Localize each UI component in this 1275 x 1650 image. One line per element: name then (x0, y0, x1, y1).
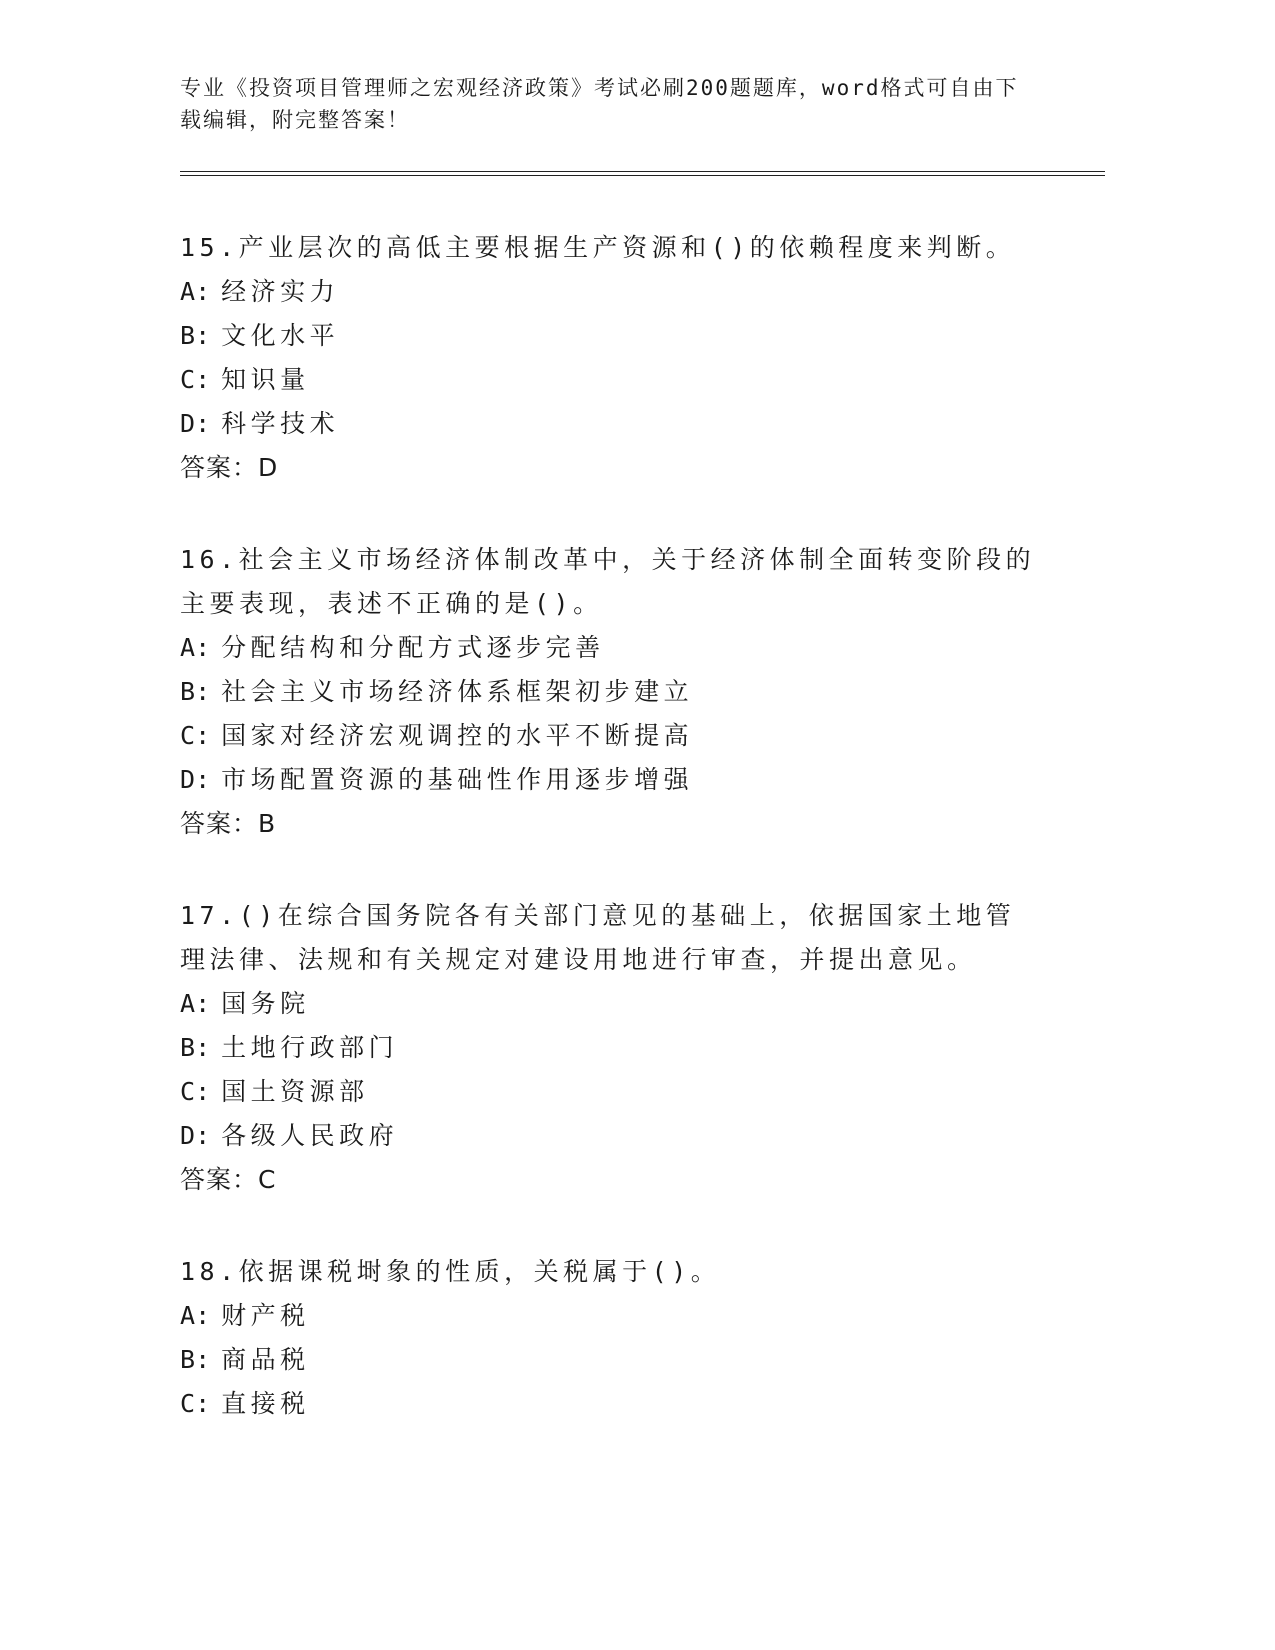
option-colon: : (195, 277, 215, 306)
question-block (180, 226, 1040, 490)
question-stem: 18.依据课税埘象的性质，关税属于()。 (180, 1257, 721, 1286)
answer-key: 答案：B (180, 809, 277, 838)
option-letter: A (180, 989, 196, 1018)
option-letter: B (180, 677, 196, 706)
option-colon: : (195, 989, 215, 1018)
option-colon: : (195, 721, 215, 750)
option-colon: : (195, 1301, 215, 1330)
option-text: 市场配置资源的基础性作用逐步增强 (221, 765, 694, 794)
option-colon: : (195, 321, 215, 350)
option-colon: : (195, 677, 215, 706)
answer-option (180, 758, 1040, 802)
answer-option (180, 1026, 1040, 1070)
answer-option (180, 1070, 1040, 1114)
option-letter: C (180, 721, 196, 750)
document-header: 专业《投资项目管理师之宏观经济政策》考试必刷200题题库，word格式可自由下载编辑，附完整答案！ (180, 76, 1019, 132)
option-letter: D (180, 409, 196, 438)
answer-option (180, 1294, 1040, 1338)
answer-option (180, 402, 1040, 446)
option-letter: A (180, 1301, 196, 1330)
question-block (180, 894, 1040, 1202)
option-text: 知识量 (221, 365, 310, 394)
option-text: 商品税 (221, 1345, 310, 1374)
option-colon: : (195, 1033, 215, 1062)
option-letter: A (180, 277, 196, 306)
answer-option (180, 314, 1040, 358)
option-text: 社会主义市场经济体系框架初步建立 (221, 677, 694, 706)
option-colon: : (195, 1389, 215, 1418)
answer-option (180, 714, 1040, 758)
option-text: 科学技术 (221, 409, 340, 438)
option-text: 国务院 (221, 989, 310, 1018)
option-colon: : (195, 409, 215, 438)
option-letter: A (180, 633, 196, 662)
option-letter: B (180, 1345, 196, 1374)
question-block (180, 538, 1040, 846)
answer-option (180, 626, 1040, 670)
option-letter: B (180, 1033, 196, 1062)
question-block (180, 1250, 1040, 1426)
header-divider-bottom (180, 175, 1105, 176)
option-text: 直接税 (221, 1389, 310, 1418)
question-stem: 17.()在综合国务院各有关部门意见的基础上，依据国家土地管理法律、法规和有关规定对建设用地进行审查，并提出意见。 (180, 901, 1016, 974)
answer-key: 答案：D (180, 453, 279, 482)
option-colon: : (195, 1121, 215, 1150)
option-text: 经济实力 (221, 277, 340, 306)
option-text: 文化水平 (221, 321, 340, 350)
option-letter: C (180, 1077, 196, 1106)
option-text: 国家对经济宏观调控的水平不断提高 (221, 721, 694, 750)
option-letter: B (180, 321, 196, 350)
answer-option (180, 982, 1040, 1026)
question-stem: 15.产业层次的高低主要根据生产资源和()的依赖程度来判断。 (180, 233, 1016, 262)
option-colon: : (195, 633, 215, 662)
option-text: 国土资源部 (221, 1077, 369, 1106)
answer-option (180, 670, 1040, 714)
answer-option (180, 1114, 1040, 1158)
question-stem: 16.社会主义市场经济体制改革中，关于经济体制全面转变阶段的主要表现，表述不正确的是()。 (180, 545, 1036, 618)
answer-option (180, 270, 1040, 314)
option-text: 各级人民政府 (221, 1121, 399, 1150)
option-letter: C (180, 1389, 196, 1418)
answer-option (180, 1338, 1040, 1382)
header-divider-top (180, 171, 1105, 172)
option-colon: : (195, 365, 215, 394)
answer-option (180, 1382, 1040, 1426)
option-text: 财产税 (221, 1301, 310, 1330)
option-letter: D (180, 1121, 196, 1150)
answer-key: 答案：C (180, 1165, 277, 1194)
option-colon: : (195, 1345, 215, 1374)
option-text: 土地行政部门 (221, 1033, 399, 1062)
option-letter: D (180, 765, 196, 794)
answer-option (180, 358, 1040, 402)
option-colon: : (195, 1077, 215, 1106)
option-colon: : (195, 765, 215, 794)
option-text: 分配结构和分配方式逐步完善 (221, 633, 605, 662)
option-letter: C (180, 365, 196, 394)
question-list (180, 226, 1040, 1474)
